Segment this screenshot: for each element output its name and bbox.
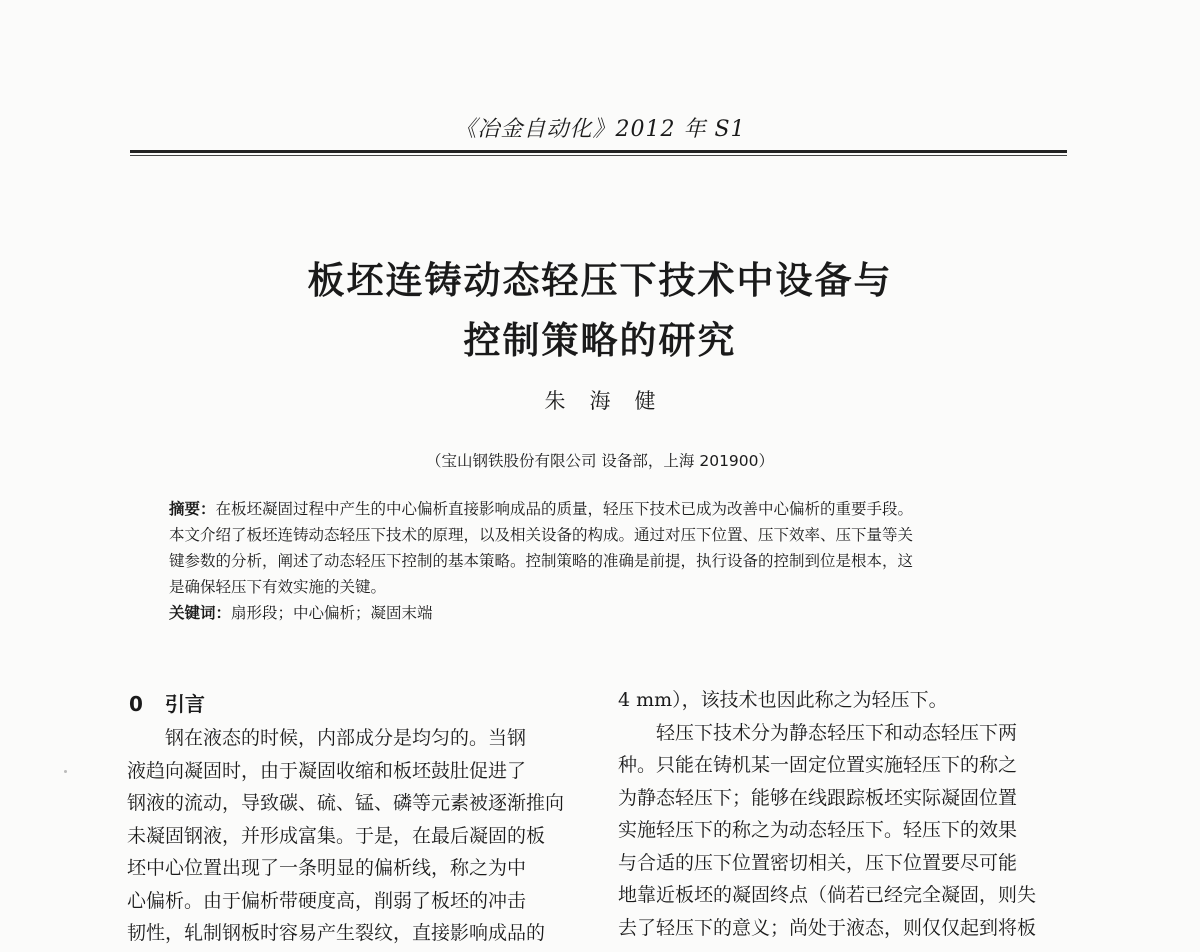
body-line: 轻压下技术分为静态轻压下和动态轻压下两 — [656, 721, 1018, 744]
paper-title-line-1: 板坯连铸动态轻压下技术中设备与 — [307, 259, 893, 302]
body-line: 种。只能在铸机某一固定位置实施轻压下的称之 — [618, 754, 1018, 776]
body-line: 4 mm），该技术也因此称之为轻压下。 — [618, 689, 948, 711]
section-heading — [129, 688, 205, 717]
abstract-line: 本文介绍了板坯连铸动态轻压下技术的原理，以及相关设备的构成。通过对压下位置、压下效率、压下量等关 — [169, 526, 914, 544]
header-rule — [130, 150, 1067, 153]
keywords-label: 关键词： — [169, 604, 232, 622]
abstract-text: 在板坯凝固过程中产生的中心偏析直接影响成品的质量，轻压下技术已成为改善中心偏析的重要手段。 — [215, 500, 914, 518]
abstract-block — [169, 496, 1049, 626]
body-line: 韧性，轧制钢板时容易产生裂纹，直接影响成品的 — [127, 922, 546, 944]
author-name: 朱海健 — [544, 389, 680, 413]
abstract-line: 是确保轻压下有效实施的关键。 — [169, 578, 387, 596]
scan-speck — [64, 770, 67, 773]
abstract-label: 摘要： — [169, 500, 216, 518]
paper-title-line-2: 控制策略的研究 — [463, 319, 737, 362]
body-line: 液趋向凝固时，由于凝固收缩和板坯鼓肚促进了 — [127, 759, 527, 782]
abstract-line: 键参数的分析，阐述了动态轻压下控制的基本策略。控制策略的准确是前提，执行设备的控制到位是根本，这 — [169, 552, 914, 570]
section-number: 0 — [129, 692, 143, 716]
left-column — [127, 722, 579, 950]
body-line: 与合适的压下位置密切相关，压下位置要尽可能 — [618, 851, 1018, 874]
journal-header: 《冶金自动化》2012 年 S1 — [454, 117, 746, 142]
author-affiliation: （宝山钢铁股份有限公司 设备部，上海 201900） — [425, 452, 775, 470]
keywords-text: 扇形段；中心偏析；凝固末端 — [231, 604, 433, 622]
keywords-line — [169, 600, 1049, 626]
body-line: 未凝固钢液，并形成富集。于是，在最后凝固的板 — [127, 824, 546, 847]
body-line: 去了轻压下的意义；尚处于液态，则仅仅起到将板 — [618, 916, 1037, 939]
section-title: 引言 — [164, 692, 205, 716]
body-line: 心偏析。由于偏析带硬度高，削弱了板坯的冲击 — [127, 889, 527, 912]
body-line: 为静态轻压下；能够在线跟踪板坯实际凝固位置 — [618, 786, 1018, 809]
body-line: 地靠近板坯的凝固终点（倘若已经完全凝固，则失 — [618, 884, 1037, 906]
body-line: 钢在液态的时候，内部成分是均匀的。当钢 — [165, 727, 527, 749]
body-line: 坯中心位置出现了一条明显的偏析线，称之为中 — [127, 857, 527, 879]
body-line: 实施轻压下的称之为动态轻压下。轻压下的效果 — [618, 819, 1018, 841]
abstract-line — [169, 496, 1049, 522]
body-line: 钢液的流动，导致碳、硫、锰、磷等元素被逐渐推向 — [127, 792, 565, 814]
header-rule-thin — [130, 155, 1067, 156]
right-column — [618, 684, 1068, 944]
